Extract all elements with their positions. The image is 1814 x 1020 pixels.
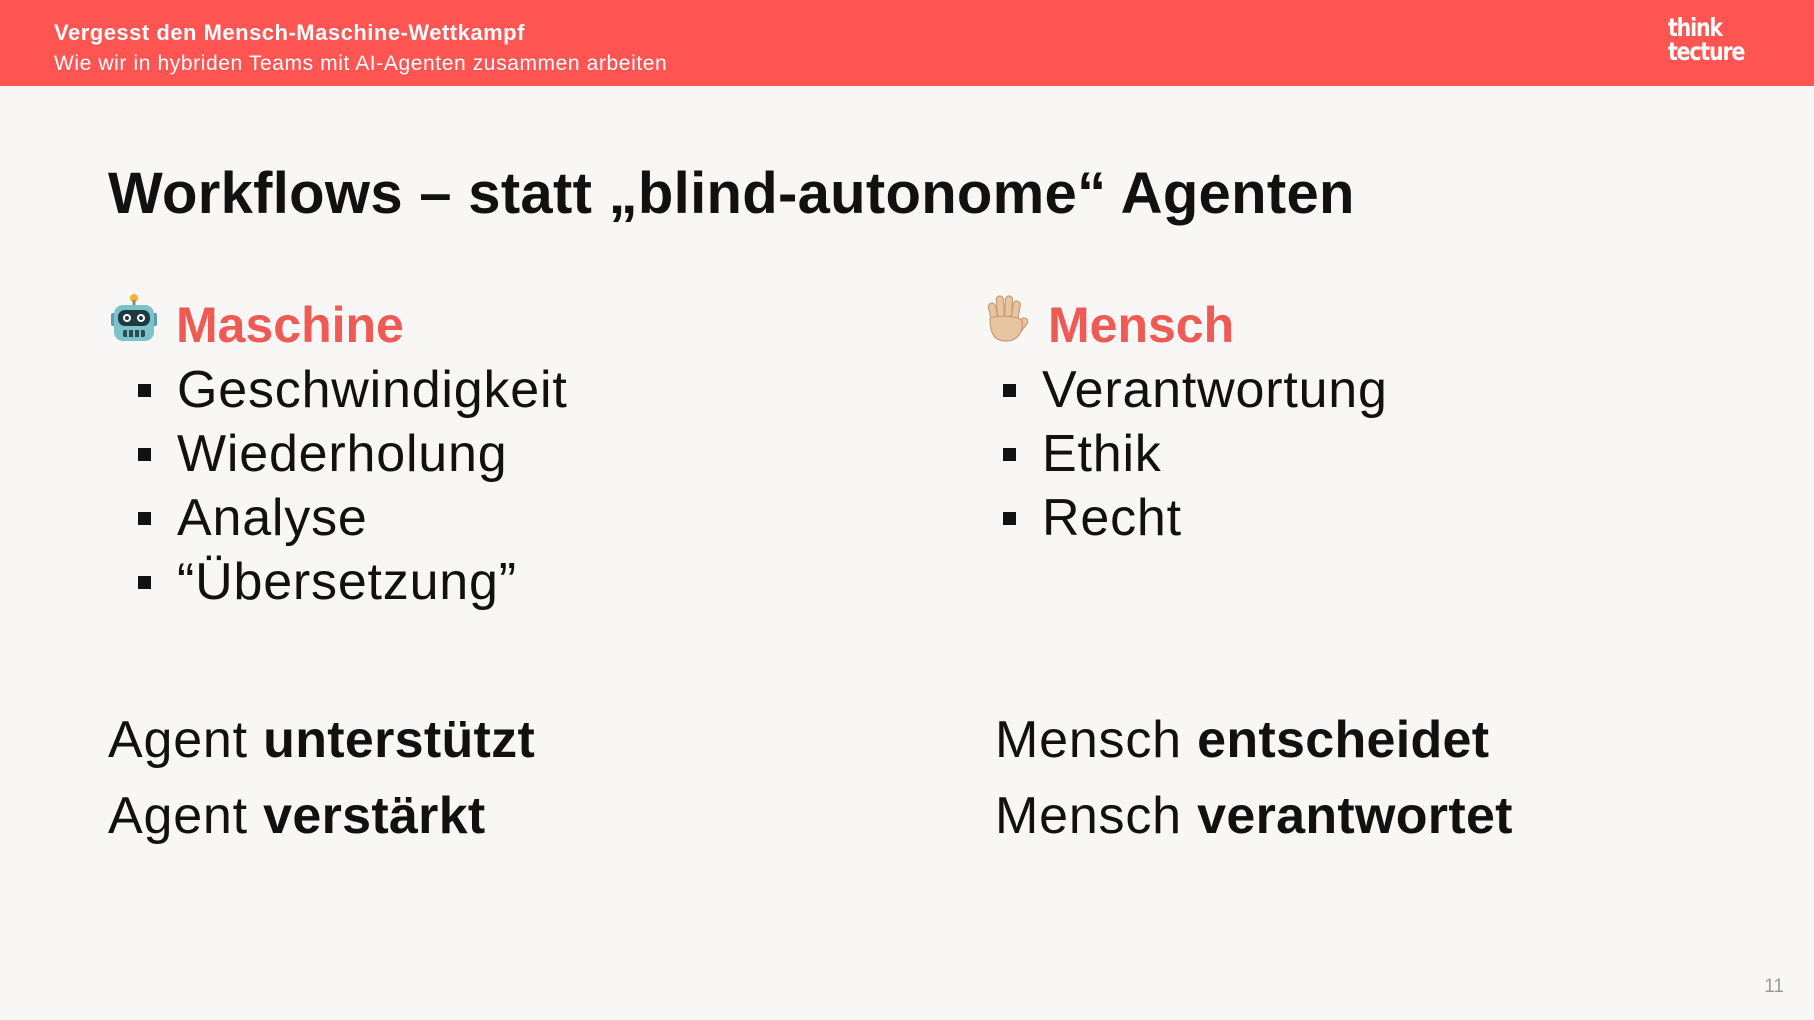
mensch-summary-line [995,786,1513,846]
list-item-label: Geschwindigkeit [177,361,568,419]
maschine-list [138,358,568,614]
header-bar [0,0,1814,86]
list-item-label: Verantwortung [1042,361,1388,419]
summary-emphasis: verstärkt [263,787,486,845]
page-number: 11 [1764,976,1784,997]
list-item [1003,486,1388,550]
summary-prefix: Agent [108,711,264,769]
agent-summary-line [108,710,535,770]
summary-prefix: Agent [108,787,264,845]
bullet-square-icon [1003,384,1016,397]
raised-hand-icon [980,293,1032,345]
logo-line-2: tecture [1668,37,1745,66]
list-item [1003,358,1388,422]
list-item [138,486,568,550]
summary-prefix: Mensch [995,787,1198,845]
mensch-list [1003,358,1388,550]
list-item-label: Recht [1042,489,1182,547]
logo-line-1: think [1668,13,1722,42]
list-item [138,358,568,422]
bullet-square-icon [138,448,151,461]
list-item-label: Ethik [1042,425,1162,483]
list-item-label: “Übersetzung” [177,553,517,611]
bullet-square-icon [138,512,151,525]
robot-icon [108,293,160,345]
summary-emphasis: unterstützt [263,711,536,769]
bullet-square-icon [1003,448,1016,461]
maschine-heading-label: Maschine [176,297,404,353]
list-item-label: Analyse [177,489,368,547]
agent-summary-line [108,786,486,846]
header-subtitle: Wie wir in hybriden Teams mit AI-Agenten zusammen arbeiten [54,52,668,75]
header-title: Vergesst den Mensch-Maschine-Wettkampf [54,20,525,45]
summary-prefix: Mensch [995,711,1198,769]
summary-emphasis: verantwortet [1197,787,1513,845]
bullet-square-icon [138,384,151,397]
bullet-square-icon [138,576,151,589]
list-item [138,550,568,614]
maschine-heading [108,290,404,360]
thinktecture-logo [1668,13,1745,66]
list-item-label: Wiederholung [177,425,508,483]
bullet-square-icon [1003,512,1016,525]
mensch-heading [980,290,1234,360]
slide-title: Workflows – statt „blind-autonome“ Agenten [108,161,1355,226]
mensch-summary-line [995,710,1489,770]
list-item [138,422,568,486]
list-item [1003,422,1388,486]
mensch-heading-label: Mensch [1048,297,1235,353]
summary-emphasis: entscheidet [1197,711,1490,769]
